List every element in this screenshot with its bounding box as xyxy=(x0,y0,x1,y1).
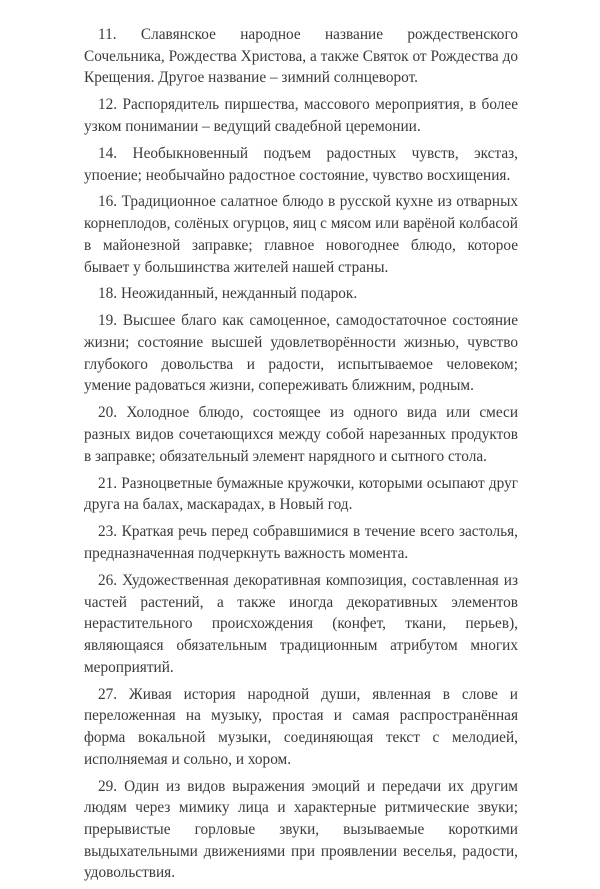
entry-text: Холодное блюдо, состоящее из одного вида или смеси разных видов сочетающихся между собой нарезанных продуктов в заправке; обязательный элемент нарядного и сытного стола. xyxy=(84,404,519,465)
entry-text: Неожиданный, нежданный подарок. xyxy=(120,285,358,303)
entry-text: Высшее благо как самоценное, самодостаточное состояние жизни; состояние высшей удовлетворённости жизнью, чувство глубокого довольства и радости, испытываемое человеком; умение радоваться жизни, сопереживать ближним, родным. xyxy=(84,312,518,395)
entry-text: Славянское народное название рождественского Сочельника, Рождества Христова, а также Святок от Рождества до Крещения. Другое название – зимний солнцеворот. xyxy=(84,26,518,87)
entry-number: 14. xyxy=(98,144,118,162)
entry-text: Разноцветные бумажные кружочки, которыми осыпают друг друга на балах, маскарадах, в Новый год. xyxy=(84,474,518,514)
definition-entry-12 xyxy=(84,94,518,137)
definition-entry-26 xyxy=(84,570,518,679)
entry-text: Традиционное салатное блюдо в русской кухне из отварных корнеплодов, солёных огурцов, яиц с мясом или варёной колбасой в майонезной заправке; главное новогоднее блюдо, которое бывает у большинства жителей нашей страны. xyxy=(84,193,518,276)
entry-text: Краткая речь перед собравшимися в течение всего застолья, предназначенная подчеркнуть важность момента. xyxy=(84,523,518,562)
definition-entry-27 xyxy=(84,684,518,771)
entry-number: 23. xyxy=(98,523,118,541)
entry-text: Необыкновенный подъем радостных чувств, экстаз, упоение; необычайно радостное состояние, чувство восхищения. xyxy=(84,144,518,184)
definitions-page xyxy=(84,24,518,889)
entry-text: Распорядитель пиршества, массового мероприятия, в более узком понимании – ведущий свадебной церемонии. xyxy=(84,96,518,135)
definition-entry-11 xyxy=(84,24,518,89)
definition-entry-14 xyxy=(84,143,518,186)
entry-number: 21. xyxy=(98,474,118,492)
entry-number: 16. xyxy=(98,193,118,211)
definition-entry-23 xyxy=(84,521,518,564)
entry-text: Живая история народной души, явленная в слове и переложенная на музыку, простая и самая распространённая форма вокальной музыки, соединяющая текст с мелодией, исполняемая и сольно, и хором. xyxy=(84,685,518,768)
definition-entry-20 xyxy=(84,402,518,467)
entry-number: 19. xyxy=(98,312,118,330)
entry-number: 20. xyxy=(98,404,118,422)
entry-number: 27. xyxy=(98,685,118,703)
entry-number: 12. xyxy=(98,96,118,114)
definition-entry-29 xyxy=(84,776,518,885)
definition-entry-16 xyxy=(84,191,518,278)
entry-number: 11. xyxy=(98,26,117,43)
entry-number: 26. xyxy=(98,571,118,589)
definition-entry-19 xyxy=(84,310,518,397)
entry-number: 29. xyxy=(98,777,118,795)
entry-number: 18. xyxy=(98,285,118,303)
entry-text: Один из видов выражения эмоций и передачи их другим людям через мимику лица и характерные ритмические звуки; прерывистые горловые звуки, вызываемые короткими выдыхательными движениями при проявлении веселья, радости, удовольствия. xyxy=(84,777,518,882)
definition-entry-21 xyxy=(84,473,518,516)
definition-entry-18 xyxy=(84,283,518,305)
entry-text: Художественная декоративная композиция, составленная из частей растений, а также иногда декоративных элементов нерастительного происхождения (конфет, ткани, перьев), являющаяся обязательным традиционным атрибутом многих мероприятий. xyxy=(84,571,518,676)
